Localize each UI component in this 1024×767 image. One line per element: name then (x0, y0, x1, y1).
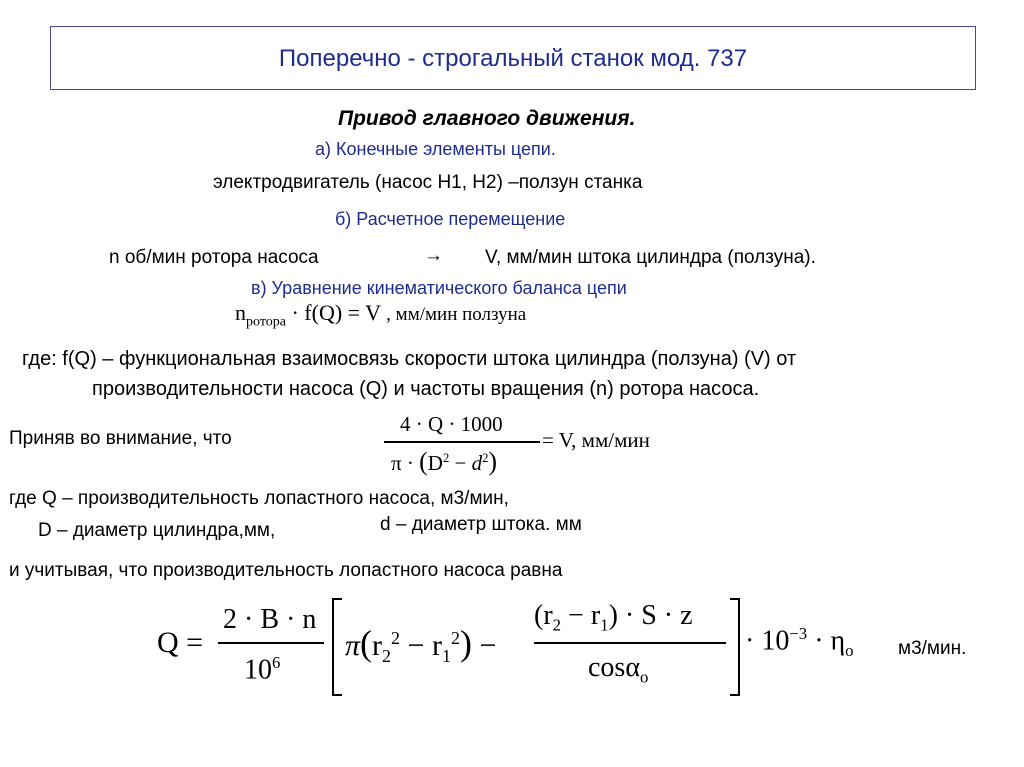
movement-right: V, мм/мин штока цилиндра (ползуна). (485, 247, 816, 268)
chain-text: электродвигатель (насос Н1, Н2) –ползун станка (213, 172, 643, 193)
eq3-f1-denominator (244, 653, 280, 686)
eq3-minus-2: − (479, 629, 497, 662)
eq3-f2-denominator (588, 652, 648, 688)
eq3-ten-power: · 10 (745, 625, 790, 657)
eq3-tail (745, 624, 854, 661)
eq2-minus: − (454, 451, 467, 475)
d-definition: d – диаметр штока. мм (380, 514, 582, 535)
eq1-body: · f(Q) = V (291, 300, 381, 325)
eq3-r2-exp: 2 (391, 628, 401, 648)
eq3-eta-sub: о (845, 640, 854, 660)
q-definition: где Q – производительность лопастного насоса, м3/мин, (9, 488, 509, 509)
eq3-f2-a: (r (534, 600, 553, 631)
D-definition: D – диаметр цилиндра,мм, (38, 520, 276, 541)
eq3-cos-sub: о (640, 667, 649, 687)
eq3-r2: r (372, 629, 383, 662)
eq3-right-bracket (730, 598, 740, 696)
title-box (50, 26, 976, 90)
eq1-subscript: ротора (246, 314, 286, 330)
item-a: а) Конечные элементы цепи. (315, 139, 556, 159)
eq3-f2-b-sub: 1 (600, 615, 609, 635)
considering-text: и учитывая, что производительность лопастного насоса равна (9, 560, 563, 581)
eq3-unit: м3/мин. (898, 638, 967, 659)
eq3-ten-power-exp: −3 (789, 624, 808, 643)
eq3-left-bracket (332, 598, 342, 696)
accepting-text: Приняв во внимание, что (9, 428, 232, 449)
arrow-icon: → (424, 245, 443, 266)
eq3-r1-sub: 1 (441, 646, 451, 666)
eq2-fraction-bar (384, 441, 540, 443)
eq3-f2-b: − r (561, 600, 601, 631)
eq3-minus-1: − (407, 629, 425, 662)
eq2-numerator: 4 · Q · 1000 (400, 412, 503, 436)
eq2-pi: π · (391, 451, 414, 475)
eq3-eta: · η (814, 625, 846, 657)
equation-1 (235, 300, 526, 330)
eq3-cos: cosα (588, 652, 640, 683)
eq3-f2-bar (534, 642, 726, 644)
eq3-r2-sub: 2 (382, 646, 392, 666)
item-c: в) Уравнение кинематического баланса цепи (251, 278, 627, 298)
eq3-pi: π (345, 629, 361, 662)
eq3-r1: r (431, 629, 442, 662)
eq3-f2-c: ) · S · z (608, 600, 693, 631)
eq3-f2-numerator (534, 600, 693, 636)
eq2-rhs: = V, мм/мин (542, 428, 650, 452)
item-b: б) Расчетное перемещение (335, 209, 566, 229)
eq3-bracket-terms: $\pi(r_2^2 - r_1^2)$ − (345, 623, 497, 666)
eq2-d: d (471, 451, 483, 475)
slide-title: Поперечно - строгальный станок мод. 737 (278, 45, 748, 72)
eq3-f2-a-sub: 2 (552, 615, 562, 635)
eq3-f1-numerator: 2 · B · n (223, 604, 317, 635)
eq1-unit: , мм/мин ползуна (386, 304, 527, 325)
eq3-ten-exp: 6 (272, 653, 281, 672)
section-heading: Привод главного движения. (338, 107, 636, 130)
movement-left: n об/мин ротора насоса (109, 247, 319, 268)
eq3-ten: 10 (244, 654, 272, 686)
eq3-lhs: Q = (157, 626, 204, 659)
eq2-D-exp: 2 (442, 451, 450, 465)
where-line-1: где: f(Q) – функциональная взаимосвязь скорости штока цилиндра (ползуна) (V) от (22, 348, 797, 370)
eq2-D: D (427, 451, 443, 475)
eq3-f1-bar (218, 642, 324, 644)
eq2-denominator: $\pi \cdot (D^2 - d^2)$ (391, 447, 498, 476)
where-line-2: производительности насоса (Q) и частоты вращения (n) ротора насоса. (92, 378, 760, 400)
eq2-d-exp: 2 (482, 451, 489, 465)
eq1-n: n (235, 300, 246, 325)
eq3-r1-exp: 2 (450, 628, 460, 648)
